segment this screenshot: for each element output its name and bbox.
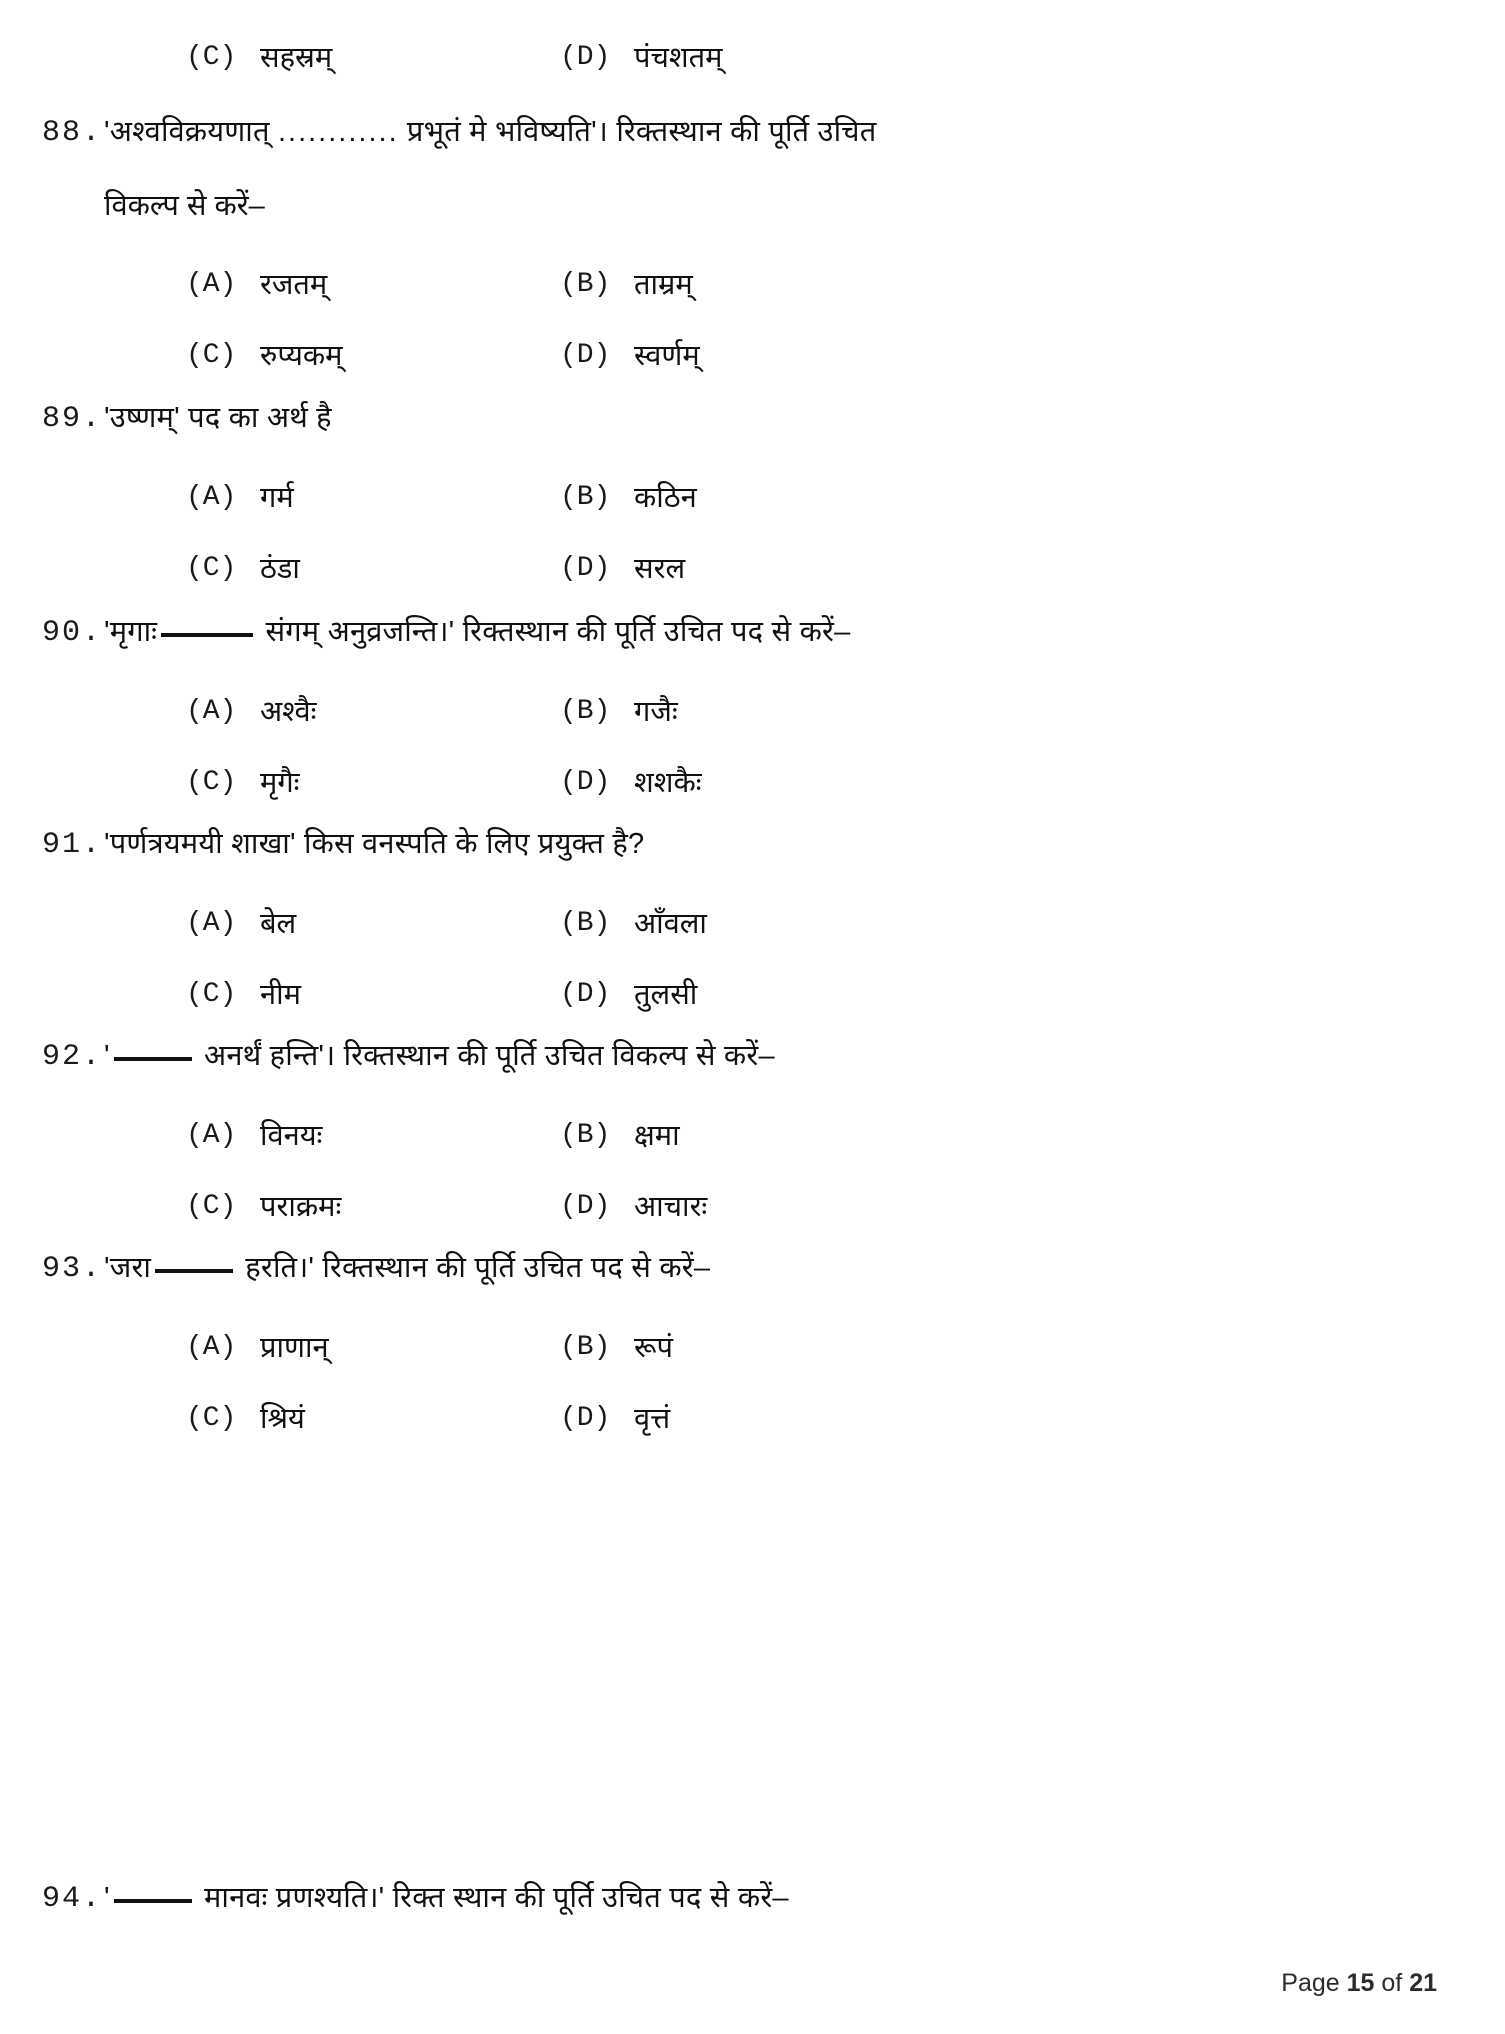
fill-in-blank (114, 1057, 192, 1061)
question-block-92 (0, 1042, 1505, 1222)
option-label: पराक्रमः (260, 1191, 342, 1223)
question-text (104, 618, 1505, 647)
question-block-94 (0, 1884, 1505, 1914)
option-label: अश्वैः (260, 696, 317, 728)
option-item[interactable] (560, 342, 1505, 371)
option-item[interactable] (560, 1334, 1505, 1363)
question-block-93 (0, 1254, 1505, 1434)
option-label: ताम्रम् (634, 269, 693, 301)
option-item[interactable] (0, 484, 560, 513)
option-label: वृत्तं (634, 1403, 671, 1435)
options-row (0, 698, 1505, 727)
option-item[interactable] (560, 1405, 1505, 1434)
option-item[interactable] (560, 1122, 1505, 1151)
option-label: स्वर्णम् (634, 340, 700, 372)
option-tag: (D) (560, 553, 611, 584)
option-tag: (A) (186, 908, 237, 939)
question-number: 92. (42, 1040, 103, 1074)
options-row (0, 342, 1505, 371)
question-stem (0, 404, 1505, 434)
question-text: 'पर्णत्रयमयी शाखा' किस वनस्पति के लिए प्रयुक्त है? (104, 828, 645, 860)
question-block-88 (0, 118, 1505, 371)
question-text-post: अनर्थं हन्ति'। रिक्तस्थान की पूर्ति उचित विकल्प से करें– (204, 1040, 775, 1072)
option-label: कठिन (634, 482, 697, 514)
option-tag: (C) (186, 553, 237, 584)
question-stem (0, 830, 1505, 860)
question-text-post: प्रभूतं मे भविष्यति'। रिक्तस्थान की पूर्ति उचित (406, 116, 877, 148)
question-text-post: मानवः प्रणश्यति।' रिक्त स्थान की पूर्ति उचित पद से करें– (204, 1882, 789, 1914)
option-tag: (C) (186, 42, 237, 73)
question-text-pre: 'जरा (104, 1252, 152, 1284)
question-number: 88. (42, 116, 103, 150)
question-block-91 (0, 830, 1505, 1010)
option-tag: (B) (560, 1120, 611, 1151)
option-item[interactable] (560, 44, 1505, 73)
footer-total-pages: 21 (1409, 1969, 1437, 1997)
footer-separator: of (1381, 1969, 1403, 1997)
options-row (0, 981, 1505, 1010)
option-tag: (C) (186, 1191, 237, 1222)
question-block-90 (0, 618, 1505, 798)
option-item[interactable] (0, 698, 560, 727)
options-row (0, 484, 1505, 513)
option-tag: (D) (560, 340, 611, 371)
question-number: 89. (42, 402, 103, 436)
option-label: गर्म (260, 482, 294, 514)
option-item[interactable] (0, 271, 560, 300)
option-item[interactable] (560, 698, 1505, 727)
page-footer (1281, 1969, 1437, 1998)
option-item[interactable] (0, 1122, 560, 1151)
option-tag: (A) (186, 1120, 237, 1151)
option-label: क्षमा (634, 1120, 680, 1152)
option-label: मृगैः (260, 767, 300, 799)
question-text (104, 1042, 1505, 1071)
option-tag: (D) (560, 1403, 611, 1434)
option-tag: (D) (560, 1191, 611, 1222)
option-label: विनयः (260, 1120, 323, 1152)
question-text-line2: विकल्प से करें– (104, 190, 265, 222)
question-block-89 (0, 404, 1505, 584)
option-label: ठंडा (260, 553, 300, 585)
question-blank-dots: ............ (277, 116, 399, 148)
option-tag: (A) (186, 1332, 237, 1363)
question-stem (0, 118, 1505, 148)
fill-in-blank (114, 1899, 192, 1903)
question-text-pre: 'अश्वविक्रयणात् (104, 116, 270, 148)
option-tag: (C) (186, 979, 237, 1010)
option-label: आँवला (634, 908, 707, 940)
option-tag: (B) (560, 696, 611, 727)
option-tag: (B) (560, 482, 611, 513)
option-tag: (A) (186, 696, 237, 727)
option-tag: (D) (560, 767, 611, 798)
option-label: सहस्रम् (260, 42, 333, 74)
option-tag: (D) (560, 979, 611, 1010)
option-item[interactable] (0, 981, 560, 1010)
options-row (0, 555, 1505, 584)
question-stem (0, 1254, 1505, 1284)
fill-in-blank (155, 1269, 233, 1273)
options-row (0, 1122, 1505, 1151)
option-item[interactable] (0, 769, 560, 798)
option-label: रूपं (634, 1332, 674, 1364)
question-number: 94. (42, 1882, 103, 1916)
option-item[interactable] (560, 271, 1505, 300)
option-label: रजतम् (260, 269, 328, 301)
option-label: प्राणान् (260, 1332, 329, 1364)
question-text-post: संगम् अनुव्रजन्ति।' रिक्तस्थान की पूर्ति उचित पद से करें– (265, 616, 851, 648)
option-label: सरल (634, 553, 686, 585)
option-tag: (A) (186, 269, 237, 300)
option-label: गजैः (634, 696, 678, 728)
partial-options-row (0, 44, 1505, 73)
option-label: तुलसी (634, 979, 698, 1011)
question-text-pre: 'मृगाः (104, 616, 158, 648)
fill-in-blank (161, 633, 253, 637)
footer-prefix: Page (1281, 1969, 1340, 1997)
option-tag: (C) (186, 340, 237, 371)
question-number: 90. (42, 616, 103, 650)
options-row (0, 1193, 1505, 1222)
options-row (0, 271, 1505, 300)
option-label: आचारः (634, 1191, 708, 1223)
option-item[interactable] (560, 1193, 1505, 1222)
option-label: रुप्यकम् (260, 340, 343, 372)
question-text (104, 118, 1505, 147)
options-row (0, 769, 1505, 798)
option-tag: (C) (186, 767, 237, 798)
option-label: नीम (260, 979, 301, 1011)
question-number: 93. (42, 1252, 103, 1286)
options-row (0, 910, 1505, 939)
option-label: शशकैः (634, 767, 702, 799)
question-stem (0, 1884, 1505, 1914)
option-label: बेल (260, 908, 297, 940)
question-text (104, 1884, 1505, 1913)
question-text-post: हरति।' रिक्तस्थान की पूर्ति उचित पद से करें– (245, 1252, 711, 1284)
footer-current-page: 15 (1346, 1969, 1375, 1997)
question-text (104, 1254, 1505, 1283)
option-item[interactable] (560, 910, 1505, 939)
option-tag: (A) (186, 482, 237, 513)
option-tag: (D) (560, 42, 611, 73)
option-item[interactable] (560, 769, 1505, 798)
option-label: पंचशतम् (634, 42, 723, 74)
options-row (0, 1405, 1505, 1434)
option-tag: (C) (186, 1403, 237, 1434)
options-row (0, 1334, 1505, 1363)
question-text-pre: ' (104, 1040, 110, 1072)
option-item[interactable] (0, 555, 560, 584)
question-text-pre: ' (104, 1882, 110, 1914)
option-item[interactable] (0, 1193, 560, 1222)
option-item[interactable] (0, 44, 560, 73)
option-item[interactable] (0, 1405, 560, 1434)
option-tag: (B) (560, 269, 611, 300)
option-item[interactable] (560, 555, 1505, 584)
option-item[interactable] (0, 910, 560, 939)
question-stem (0, 1042, 1505, 1072)
option-tag: (B) (560, 908, 611, 939)
option-label: श्रियं (260, 1403, 305, 1435)
question-number: 91. (42, 828, 103, 862)
option-item[interactable] (0, 1334, 560, 1363)
option-item[interactable] (560, 484, 1505, 513)
option-item[interactable] (560, 981, 1505, 1010)
option-item[interactable] (0, 342, 560, 371)
question-stem (0, 618, 1505, 648)
question-text: 'उष्णम्' पद का अर्थ है (104, 402, 332, 434)
option-tag: (B) (560, 1332, 611, 1363)
